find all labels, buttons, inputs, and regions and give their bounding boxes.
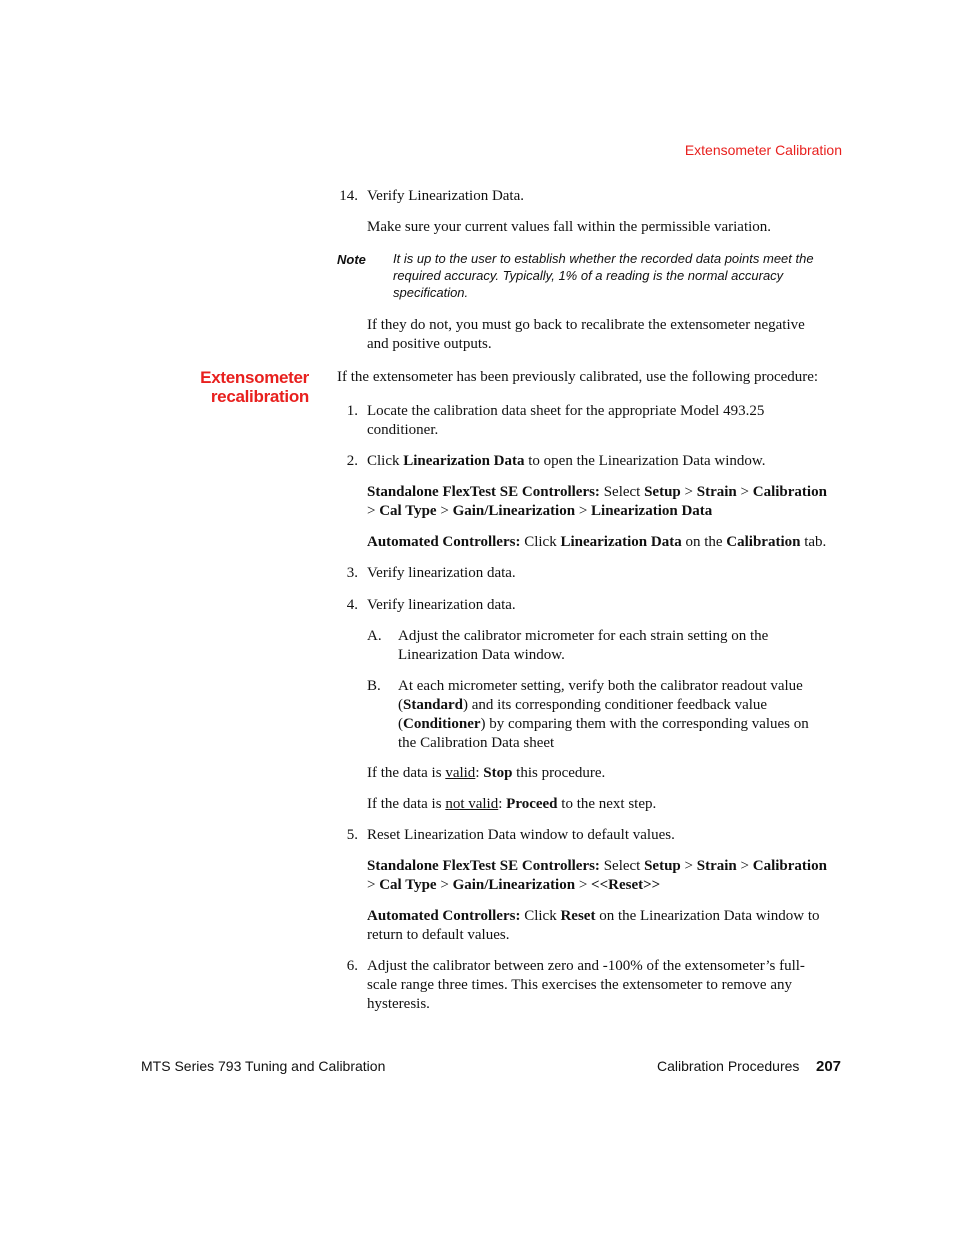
step-number: 4. <box>346 597 358 613</box>
step-number: 14. <box>339 188 358 204</box>
automated-path: Automated Controllers: Click Reset on the Linearization Data window to return to default values. <box>367 908 820 943</box>
paragraph: Make sure your current values fall within the permissible variation. <box>367 219 772 235</box>
page-number: 207 <box>816 1058 842 1075</box>
automated-path: Automated Controllers: Click Linearization Data on the Calibration tab. <box>367 534 827 550</box>
substep-letter: B. <box>367 678 381 694</box>
substep-text: At each micrometer setting, verify both the calibrator readout value (Standard) and its corresponding conditioner feedback value (Conditioner) by comparing them with the corresponding values on the Calibration Data sheet <box>398 678 809 751</box>
step-number: 3. <box>346 565 358 581</box>
valid-condition: If the data is valid: Stop this procedure. <box>367 765 606 781</box>
step-text: Adjust the calibrator between zero and -100% of the extensometer’s full- scale range three times. This exercises the extensometer to remove any hysteresis. <box>367 958 805 1012</box>
step-text: Click Linearization Data to open the Linearization Data window. <box>367 453 766 469</box>
standalone-path: Standalone FlexTest SE Controllers: Select Setup > Strain > Calibration > Cal Type > Gain/Linearization > <<Reset>> <box>367 858 827 893</box>
substep-text: Adjust the calibrator micrometer for each strain setting on the Linearization Data window. <box>398 628 769 663</box>
not-valid-condition: If the data is not valid: Proceed to the next step. <box>367 796 657 812</box>
step-text: Verify linearization data. <box>367 565 516 581</box>
paragraph: If they do not, you must go back to recalibrate the extensometer negative and positive outputs. <box>367 317 805 352</box>
running-header: Extensometer Calibration <box>684 142 842 158</box>
standalone-path: Standalone FlexTest SE Controllers: Select Setup > Strain > Calibration > Cal Type > Gain/Linearization > Linearization Data <box>367 484 827 519</box>
step-text: Verify linearization data. <box>367 597 516 613</box>
step-text: Locate the calibration data sheet for the appropriate Model 493.25 conditioner. <box>367 403 765 438</box>
section-heading: Extensometer recalibration <box>200 368 309 406</box>
step-text: Verify Linearization Data. <box>367 188 525 204</box>
step-number: 2. <box>346 453 358 469</box>
note-text: It is up to the user to establish whether the recorded data points meet the required accuracy. Typically, 1% of a reading is the normal accuracy specification. <box>393 251 814 300</box>
section-intro: If the extensometer has been previously calibrated, use the following procedure: <box>337 369 819 385</box>
note-label: Note <box>337 252 366 267</box>
footer-doc-title: MTS Series 793 Tuning and Calibration <box>141 1058 386 1074</box>
step-text: Reset Linearization Data window to default values. <box>367 827 675 843</box>
step-number: 1. <box>346 403 358 419</box>
step-number: 5. <box>346 827 358 843</box>
step-number: 6. <box>346 958 358 974</box>
substep-letter: A. <box>367 628 382 644</box>
footer-section: Calibration Procedures <box>657 1058 800 1074</box>
